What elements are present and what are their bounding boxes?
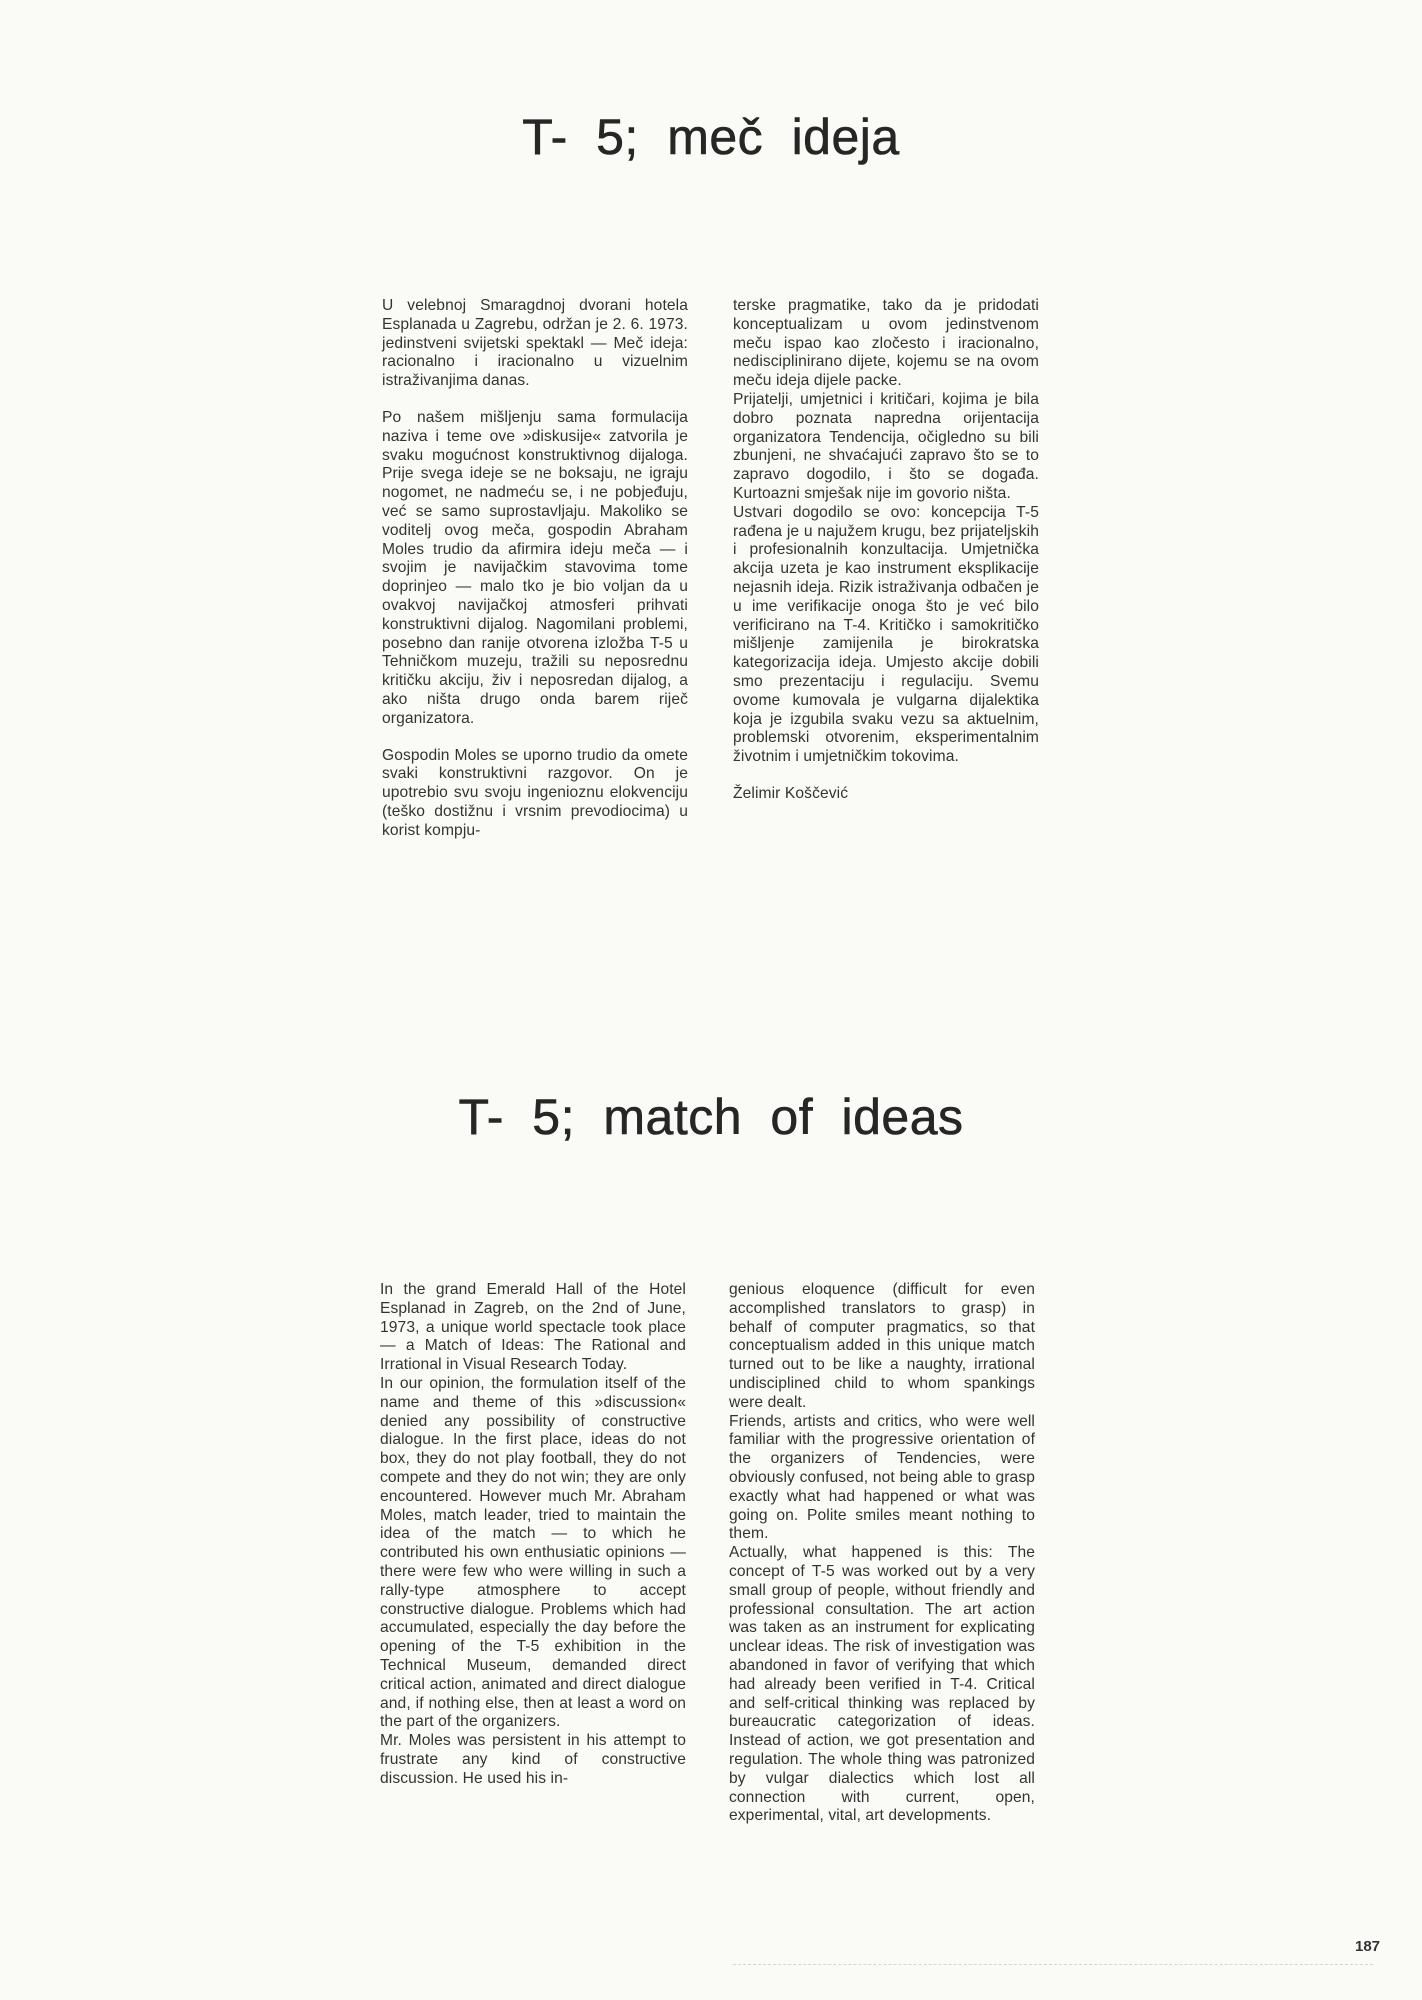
paragraph: Prijatelji, umjetnici i kritičari, kojima je bila dobro poznata napredna orijentacija organizatora Tendencija, očigledno su bili zbunjeni, ne shvaćajući zapravo što se to zapravo dogodilo, i što se događa. Kurtoazni smješak nije im govorio ništa. — [733, 390, 1039, 502]
paragraph: genious eloquence (difficult for even accomplished translators to grasp) in behalf of computer pragmatics, so that conceptualism added in this unique match turned out to be like a naughty, irrational undisciplined child to whom spankings were dealt. — [729, 1281, 1035, 1411]
author-signature: Želimir Koščević — [733, 784, 849, 802]
paragraph: Ustvari dogodilo se ovo: koncepcija T-5 rađena je u najužem krugu, bez prijateljskih i profesionalnih konzultacija. Umjetnička akcija uzeta je kao instrument eksplikacije nejasnih ideja. Rizik istraživanja odbačen je u ime verifikacije onoga što je već bilo verificirano na T-4. Kritičko i samokritičko mišljenje zamijenila je birokratska kategorizacija ideja. Umjesto akcije dobili smo prezentaciju i regulaciju. Svemu ovome kumovala je vulgarna dijalektika koja je izgubila svaku vezu sa aktuelnim, problemski otvorenim, eksperimentalnim životnim i umjetničkim tokovima. — [733, 503, 1039, 766]
paragraph: Friends, artists and critics, who were well familiar with the progressive orientation of the organizers of Tendencies, were obviously confused, not being able to grasp exactly what had happened or what was going on. Polite smiles meant nothing to them. — [729, 1412, 1035, 1543]
croatian-column-1 — [382, 297, 688, 841]
paragraph: U velebnoj Smaragdnoj dvorani hotela Esplanada u Zagrebu, održan je 2. 6. 1973. jedinstveni svijetski spektakl — Meč ideja: racionalno i iracionalno u vizuelnim istraživanjima danas. — [382, 297, 688, 390]
english-title: T- 5; match of ideas — [458, 1089, 964, 1145]
croatian-title: T- 5; meč ideja — [522, 109, 900, 165]
page-edge-divider — [733, 1964, 1373, 1966]
paragraph: In the grand Emerald Hall of the Hotel Esplanad in Zagreb, on the 2nd of June, 1973, a unique world spectacle took place — a Match of Ideas: The Rational and Irrational in Visual Research Today. — [380, 1281, 686, 1374]
croatian-column-2 — [733, 297, 1039, 804]
page-number: 187 — [1355, 1938, 1381, 1955]
paragraph: terske pragmatike, tako da je pridodati konceptualizam u ovom jedinstvenom meču ispao kao zločesto i iracionalno, nedisciplinirano dijete, kojemu se na ovom meču ideja dijele packe. — [733, 297, 1039, 390]
paragraph: In our opinion, the formulation itself of the name and theme of this »discussion« denied any possibility of constructive dialogue. In the first place, ideas do not box, they do not play football, they do not compete and they do not win; they are only encountered. However much Mr. Abraham Moles, match leader, tried to maintain the idea of the match — to which he contributed his own enthusiatic opinions — there were few who were willing in such a rally-type atmosphere to accept constructive dialogue. Problems which had accumulated, especially the day before the opening of the T-5 exhibition in the Technical Museum, demanded direct critical action, animated and direct dialogue and, if nothing else, then at least a word on the part of the organizers. — [380, 1374, 686, 1731]
paragraph: Po našem mišljenju sama formulacija naziva i teme ove »diskusije« zatvorila je svaku mogućnost konstruktivnog dijaloga. Prije svega ideje se ne boksaju, ne igraju nogomet, ne nadmeću se, i ne pobjeđuju, već se samo suprostavljaju. Makoliko se voditelj ovog meča, gospodin Abraham Moles trudio da afirmira ideju meča — i svojim je navijačkim stavovima tome doprinjeo — malo tko je bio voljan da u ovakvoj navijačkoj atmosferi prihvati konstruktivni dijalog. Nagomilani problemi, posebno dan ranije otvorena izložba T-5 u Tehničkom muzeju, tražili su neposrednu kritičku akciju, živ i neposredan dijalog, a ako ništa drugo onda barem riječ organizatora. — [382, 408, 688, 727]
english-column-2 — [729, 1281, 1035, 1826]
english-column-1 — [380, 1281, 686, 1789]
paragraph: Mr. Moles was persistent in his attempt to frustrate any kind of constructive discussion. He used his in- — [380, 1732, 686, 1787]
paragraph: Actually, what happened is this: The concept of T-5 was worked out by a very small group of people, without friendly and professional consultation. The art action was taken as an instrument for explicating unclear ideas. The risk of investigation was abandoned in favor of verifying that which had already been verified in T-4. Critical and self-critical thinking was replaced by bureaucratic categorization of ideas. Instead of action, we got presentation and regulation. The whole thing was patronized by vulgar dialectics which lost all connection with current, open, experimental, vital, art developments. — [729, 1544, 1035, 1825]
paragraph: Gospodin Moles se uporno trudio da omete svaki konstruktivni razgovor. On je upotrebio svu svoju ingenioznu elokvenciju (teško dostižnu i vrsnim prevodiocima) u korist kompju- — [382, 746, 688, 839]
